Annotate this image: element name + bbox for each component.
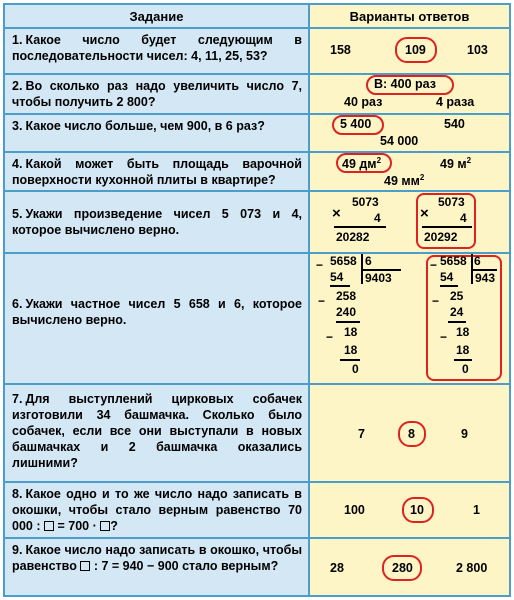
question-6 [5, 254, 308, 383]
correct-answer-circle [382, 555, 422, 581]
answers-8 [310, 483, 509, 537]
question-number: 5. [12, 207, 23, 221]
correct-answer-circle [395, 37, 437, 63]
underline [336, 321, 360, 323]
answer-box-icon [44, 521, 54, 531]
answers-5 [310, 192, 509, 252]
answers-6 [310, 254, 509, 383]
answer-option[interactable]: 28 [330, 561, 344, 575]
underline [334, 226, 386, 228]
header-answers: Варианты ответов [310, 5, 509, 27]
row-divider [5, 190, 509, 192]
row-divider [5, 481, 509, 483]
row-divider [5, 27, 509, 29]
question-7 [5, 385, 308, 481]
answer-option[interactable]: 10 [410, 503, 424, 517]
row-divider [5, 73, 509, 75]
answer-option[interactable]: 109 [405, 43, 426, 57]
answer-option[interactable]: 49 $дм^2$ [342, 156, 382, 172]
answers-3 [310, 115, 509, 151]
answer-option[interactable]: 1 [473, 503, 480, 517]
column-divider [308, 5, 310, 595]
question-number: 8. [12, 487, 23, 501]
question-number: 3. [12, 119, 23, 133]
answer-option[interactable]: 49 $мм^2$ [384, 173, 425, 189]
question-text: Какое число надо записать в окошко, чтобы равенство [12, 543, 302, 573]
answer-option[interactable]: 7 [358, 427, 365, 441]
correct-answer-circle [398, 421, 426, 447]
underline [454, 359, 472, 361]
division-option-1[interactable]: − 5658 6 54 9403 − 258 240 − 18 18 0 [316, 254, 406, 382]
multiplication-option-1[interactable]: × 5073 4 20282 [328, 193, 388, 249]
answer-option[interactable]: 8 [408, 427, 415, 441]
answer-option[interactable]: 103 [467, 43, 488, 57]
answer-box-icon [100, 521, 110, 531]
answer-option[interactable]: 5 400 [340, 117, 372, 131]
question-text: Какое одно и то же число надо записать в окошки, чтобы стало верным равенство 70 000 : [12, 487, 302, 533]
correct-answer-circle [402, 497, 434, 523]
underline [330, 285, 350, 287]
question-text: Для выступлений цирковых собачек изготовили 34 башмачка. Сколько было собачек, если все они выступали в новых башмачках и 2 башмачка оказались лишними? [12, 392, 302, 470]
multiply-sign: × [420, 205, 429, 222]
question-1 [5, 29, 308, 73]
answers-1 [310, 29, 509, 73]
answers-4 [310, 153, 509, 190]
underline [422, 226, 472, 228]
question-text: Укажи произведение чисел 5 073 и 4, которое вычислено верно. [12, 207, 302, 237]
question-3 [5, 115, 308, 151]
question-5 [5, 192, 308, 252]
answers-2 [310, 75, 509, 113]
row-divider [5, 113, 509, 115]
question-text: Во сколько раз надо увеличить число 7, чтобы получить 2 800? [12, 79, 302, 109]
row-divider [5, 252, 509, 254]
answer-option[interactable]: 54 000 [380, 134, 419, 148]
answer-option[interactable]: 2 800 [456, 561, 488, 575]
row-divider [5, 151, 509, 153]
answer-option[interactable]: 4 раза [436, 95, 475, 109]
correct-answer-circle [366, 75, 454, 95]
question-number: 2. [12, 79, 23, 93]
multiplication-option-2[interactable]: × 5073 4 20292 [416, 193, 476, 249]
answer-box-icon [80, 561, 90, 571]
row-divider [5, 383, 509, 385]
answer-option[interactable]: В: 400 раз [374, 77, 436, 91]
answer-option[interactable]: 158 [330, 43, 351, 57]
question-text: Укажи частное чисел 5 658 и 6, которое вычислено верно. [12, 297, 302, 327]
question-2 [5, 75, 308, 113]
underline [448, 321, 466, 323]
underline [440, 285, 458, 287]
answer-option[interactable]: 540 [444, 117, 465, 131]
question-number: 7. [12, 392, 23, 406]
row-divider [5, 537, 509, 539]
task-table [3, 3, 511, 597]
question-text: Какое число больше, чем 900, в 6 раз? [25, 119, 265, 133]
question-text: Какой может быть площадь варочной поверхности кухонной плиты в квартире? [12, 157, 302, 187]
question-number: 1. [12, 33, 23, 47]
question-number: 4. [12, 157, 23, 171]
question-8: 8. Какое одно и то же число надо записать в окошки, чтобы стало верным равенство 70 000 : = 700 · ? [5, 483, 308, 537]
question-number: 6. [12, 297, 23, 311]
question-number: 9. [12, 543, 23, 557]
header-task: Задание [5, 5, 308, 27]
answer-option[interactable]: 280 [392, 561, 413, 575]
question-9: 9. Какое число надо записать в окошко, чтобы равенство : 7 = 940 − 900 стало верным? [5, 539, 308, 595]
correct-answer-circle [336, 153, 392, 173]
answers-9 [310, 539, 509, 595]
answer-option[interactable]: 9 [461, 427, 468, 441]
answers-7 [310, 385, 509, 481]
question-text: Какое число будет следующим в последовательности чисел: 4, 11, 25, 53? [12, 33, 302, 63]
multiply-sign: × [332, 205, 341, 222]
answer-option[interactable]: 100 [344, 503, 365, 517]
division-option-2[interactable]: − 5658 6 54 943 − 25 24 − 18 18 0 [430, 254, 496, 376]
underline [340, 359, 360, 361]
answer-option[interactable]: 49 $м^2$ [440, 156, 472, 172]
correct-answer-circle [332, 115, 384, 135]
question-4 [5, 153, 308, 190]
answer-option[interactable]: 40 раз [344, 95, 383, 109]
